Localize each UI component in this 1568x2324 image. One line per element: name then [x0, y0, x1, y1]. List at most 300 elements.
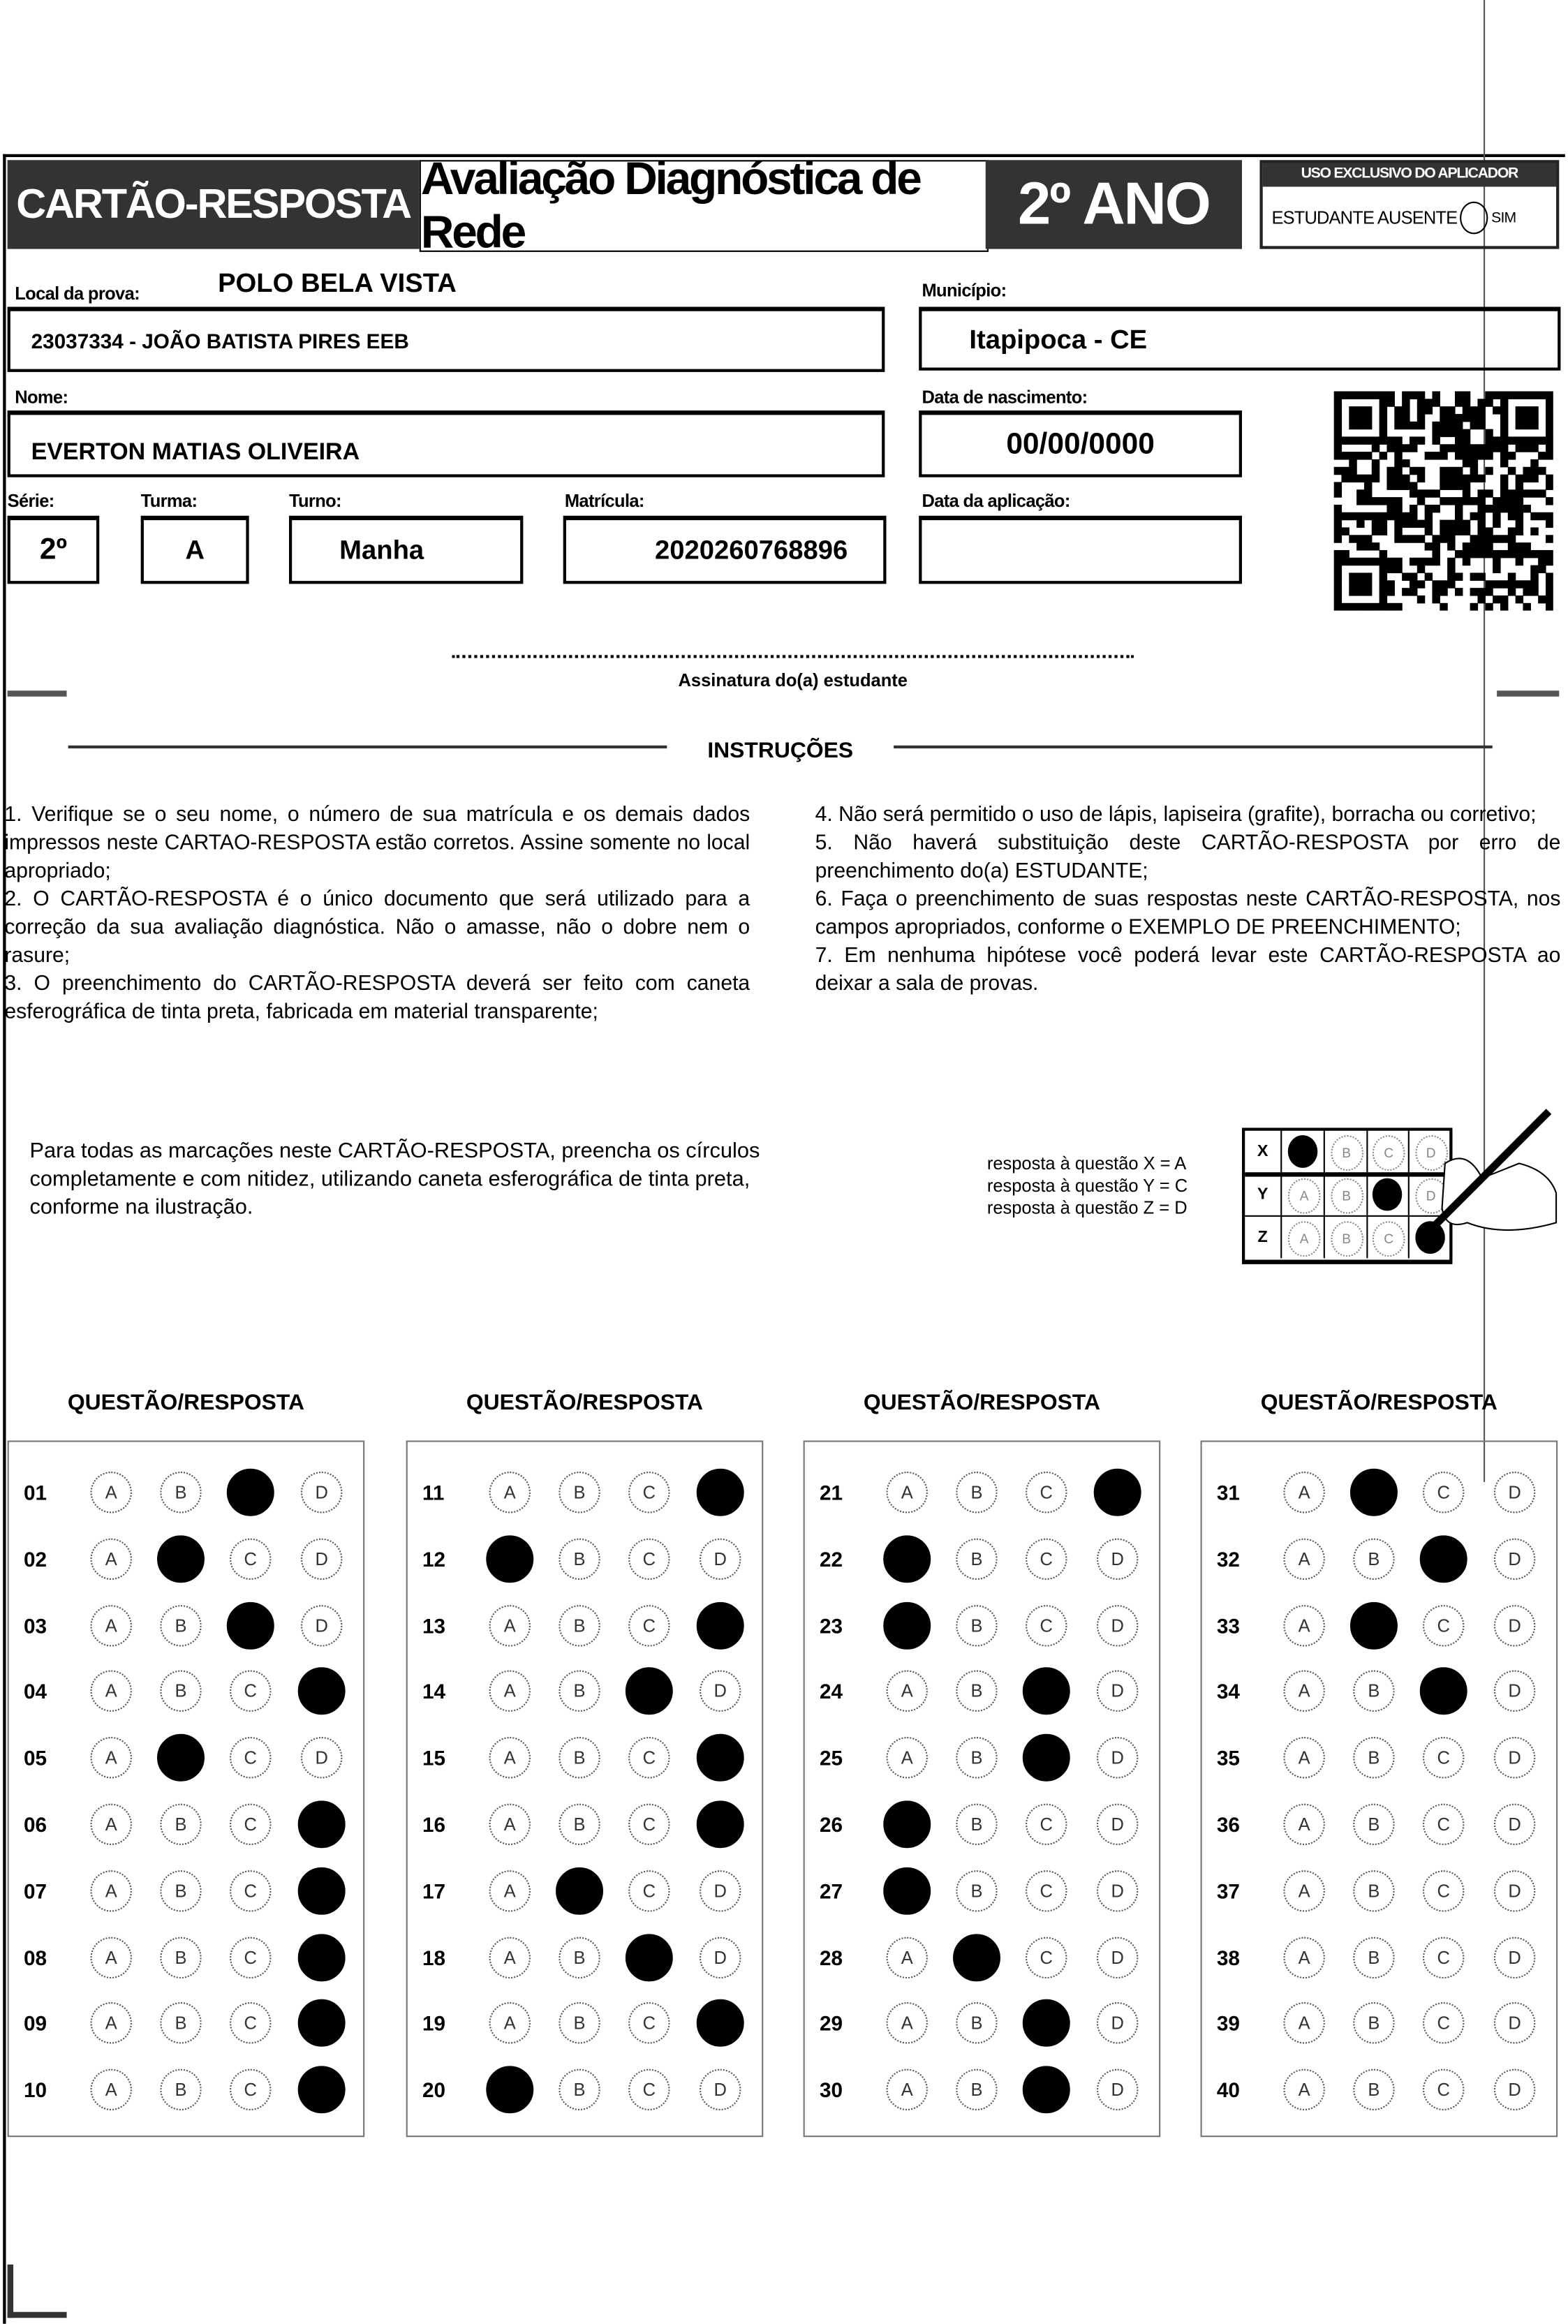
bubble-d[interactable]: D	[1494, 1737, 1535, 1778]
question-number: 15	[422, 1746, 446, 1770]
question-number: 30	[819, 2078, 843, 2102]
bubble-a[interactable]: A	[886, 2003, 927, 2044]
nascimento-label: Data de nascimento:	[922, 387, 1088, 408]
applicator-box	[1259, 160, 1559, 249]
matricula-label: Matrícula:	[564, 490, 644, 512]
aplicacao-field	[919, 516, 1242, 584]
question-number: 28	[819, 1945, 843, 1969]
bubble-b[interactable]: B	[559, 1804, 600, 1845]
bubble-a[interactable]: A	[489, 1604, 531, 1645]
bubble-a[interactable]: A	[886, 2069, 927, 2110]
bubble-c[interactable]: C	[1423, 1604, 1464, 1645]
bubble-c[interactable]: C	[230, 2069, 271, 2110]
bubble-b[interactable]: B	[559, 1937, 600, 1978]
bubble-a[interactable]: A	[90, 1472, 131, 1513]
bubble-c[interactable]: C	[1026, 1937, 1067, 1978]
question-number: 14	[422, 1680, 446, 1704]
bubble-d[interactable]: D	[1494, 1604, 1535, 1645]
bubble-d[interactable]: D	[700, 1870, 741, 1911]
bubble-c[interactable]: C	[230, 1804, 271, 1845]
column-header: QUESTÃO/RESPOSTA	[67, 1390, 304, 1416]
nome-label: Nome:	[15, 387, 68, 408]
absent-checkbox[interactable]	[1460, 202, 1488, 235]
question-number: 11	[422, 1480, 445, 1504]
bubble-c[interactable]: C	[1023, 1734, 1070, 1782]
question-number: 27	[819, 1879, 843, 1903]
question-number: 23	[819, 1613, 843, 1637]
bubble-c[interactable]: C	[628, 1737, 670, 1778]
bubble-c[interactable]: C	[1420, 1535, 1467, 1583]
exam-title: Avaliação Diagnóstica de Rede	[420, 160, 989, 252]
bubble-b[interactable]: B	[956, 1804, 997, 1845]
bubble-d[interactable]: D	[1494, 1804, 1535, 1845]
bubble-a[interactable]: A	[486, 1535, 533, 1583]
divider	[68, 746, 667, 748]
question-row	[1202, 2057, 1558, 2122]
question-number: 07	[23, 1879, 47, 1903]
bubble-c[interactable]: C	[1423, 1804, 1464, 1845]
bubble-c[interactable]: C	[1423, 2003, 1464, 2044]
bubble-d[interactable]: D	[700, 1937, 741, 1978]
bubble-c[interactable]: C	[1026, 1472, 1067, 1513]
bubble-d[interactable]: D	[1097, 1538, 1138, 1579]
example-bubble: D	[1414, 1135, 1447, 1171]
bubble-a[interactable]: A	[1283, 1538, 1324, 1579]
question-number: 35	[1216, 1746, 1240, 1770]
question-number: 29	[819, 2011, 843, 2036]
absent-option: SIM	[1491, 209, 1516, 226]
question-row	[805, 1460, 1160, 1525]
bubble-c[interactable]: C	[1026, 1604, 1067, 1645]
question-number: 21	[819, 1480, 843, 1504]
nascimento-field: 00/00/0000	[919, 410, 1242, 478]
bubble-b[interactable]: B	[1350, 1469, 1398, 1516]
question-number: 26	[819, 1812, 843, 1837]
question-row	[408, 1659, 763, 1724]
bubble-d[interactable]: D	[298, 1800, 346, 1848]
bubble-a[interactable]: A	[886, 1737, 927, 1778]
bubble-b[interactable]: B	[1353, 1937, 1394, 1978]
bubble-c[interactable]: C	[1423, 1870, 1464, 1911]
question-number: 39	[1216, 2011, 1240, 2036]
bubble-b[interactable]: B	[956, 1604, 997, 1645]
card-title: CARTÃO-RESPOSTA	[8, 160, 420, 249]
bubble-b[interactable]: B	[559, 1737, 600, 1778]
bubble-b[interactable]: B	[559, 1671, 600, 1712]
bubble-c[interactable]: C	[1026, 1538, 1067, 1579]
bubble-a[interactable]: A	[489, 1870, 531, 1911]
bubble-a[interactable]: A	[1283, 1737, 1324, 1778]
bubble-a[interactable]: A	[886, 1472, 927, 1513]
bubble-a[interactable]: A	[1283, 2003, 1324, 2044]
column-header: QUESTÃO/RESPOSTA	[1260, 1390, 1497, 1416]
bubble-b[interactable]: B	[160, 1804, 201, 1845]
bubble-b[interactable]: B	[956, 2003, 997, 2044]
signature-label: Assinatura do(a) estudante	[678, 669, 908, 691]
answer-column	[1201, 1440, 1558, 2137]
bubble-a[interactable]: A	[90, 1538, 131, 1579]
bubble-b[interactable]: B	[1353, 2003, 1394, 2044]
bubble-a[interactable]: A	[489, 2003, 531, 2044]
bubble-a[interactable]: A	[90, 1604, 131, 1645]
bubble-d[interactable]: D	[697, 1469, 744, 1516]
bubble-a[interactable]: A	[489, 1671, 531, 1712]
question-number: 09	[23, 2011, 47, 2036]
bubble-d[interactable]: D	[301, 1472, 342, 1513]
bubble-b[interactable]: B	[160, 1671, 201, 1712]
question-number: 24	[819, 1680, 843, 1704]
bubble-c[interactable]: C	[628, 2003, 670, 2044]
signature-line	[452, 655, 1134, 658]
question-row	[408, 1925, 763, 1990]
bubble-a[interactable]: A	[1283, 1804, 1324, 1845]
school-field: 23037334 - JOÃO BATISTA PIRES EEB	[8, 306, 885, 371]
question-number: 25	[819, 1746, 843, 1770]
bubble-a[interactable]: A	[489, 1937, 531, 1978]
question-row	[1202, 1526, 1558, 1591]
question-number: 40	[1216, 2078, 1240, 2102]
bubble-b[interactable]: B	[1353, 1804, 1394, 1845]
bubble-a[interactable]: A	[1283, 2069, 1324, 2110]
bubble-a[interactable]: A	[886, 1937, 927, 1978]
question-number: 04	[23, 1680, 47, 1704]
question-number: 32	[1216, 1546, 1240, 1571]
answer-column	[804, 1440, 1161, 2137]
question-number: 37	[1216, 1879, 1240, 1903]
question-number: 34	[1216, 1680, 1240, 1704]
bubble-a[interactable]: A	[90, 1937, 131, 1978]
question-number: 33	[1216, 1613, 1240, 1637]
bubble-d[interactable]: D	[700, 1671, 741, 1712]
bubble-c[interactable]: C	[230, 1538, 271, 1579]
bubble-b[interactable]: B	[559, 1538, 600, 1579]
bubble-c[interactable]: C	[1423, 1472, 1464, 1513]
answer-column	[8, 1440, 365, 2137]
question-row	[408, 1858, 763, 1923]
bubble-c[interactable]: C	[628, 2069, 670, 2110]
question-number: 38	[1216, 1945, 1240, 1969]
bubble-d[interactable]: D	[301, 1737, 342, 1778]
question-row	[805, 2057, 1160, 2122]
question-number: 06	[23, 1812, 47, 1837]
bubble-c[interactable]: C	[230, 1870, 271, 1911]
question-row	[408, 1725, 763, 1790]
bubble-d[interactable]: D	[1494, 1870, 1535, 1911]
example-bubble: C	[1373, 1135, 1405, 1171]
bubble-b[interactable]: B	[956, 2069, 997, 2110]
bubble-d[interactable]: D	[1494, 1671, 1535, 1712]
question-number: 05	[23, 1746, 47, 1770]
bubble-c[interactable]: C	[1023, 2066, 1070, 2114]
fill-note: Para todas as marcações neste CARTÃO-RESPOSTA, preencha os círculos completamente e com nitidez, utilizando caneta esferográfica de tinta preta, conforme na ilustração.	[29, 1139, 760, 1220]
example-bubble: B	[1330, 1221, 1363, 1257]
instructions-right: 4. Não será permitido o uso de lápis, lapiseira (grafite), borracha ou corretivo; 5. Não haverá substituição deste CARTÃO-RESPOSTA por erro de preenchimento do(a) ESTUDANTE; 6. Faça o preenchimento de suas respostas neste CARTÃO-RESPOSTA, nos campos apropriados, conforme o EXEMPLO DE PREENCHIMENTO; 7. Em nenhuma hipótese você poderá levar este CARTÃO-RESPOSTA ao deixar a sala de provas.	[815, 803, 1561, 996]
question-number: 10	[23, 2078, 47, 2102]
bubble-b[interactable]: B	[956, 1472, 997, 1513]
bubble-a[interactable]: A	[1283, 1671, 1324, 1712]
bubble-c[interactable]: C	[626, 1934, 673, 1981]
question-row	[805, 1991, 1160, 2056]
serie-field: 2º	[8, 516, 100, 584]
bubble-d[interactable]: D	[298, 1867, 346, 1914]
bubble-d[interactable]: D	[301, 1604, 342, 1645]
bubble-d[interactable]: D	[1494, 1937, 1535, 1978]
bubble-b[interactable]: B	[160, 1472, 201, 1513]
bubble-d[interactable]: D	[1097, 1804, 1138, 1845]
column-header: QUESTÃO/RESPOSTA	[466, 1390, 704, 1416]
bubble-d[interactable]: D	[298, 1934, 346, 1981]
example-bubble: C	[1373, 1221, 1405, 1257]
example-bubble	[1373, 1178, 1402, 1211]
bubble-a[interactable]: A	[90, 1737, 131, 1778]
question-row	[408, 1592, 763, 1657]
bubble-c[interactable]: C	[227, 1601, 274, 1649]
bubble-d[interactable]: D	[301, 1538, 342, 1579]
question-row	[1202, 1659, 1558, 1724]
bubble-a[interactable]: A	[883, 1601, 931, 1649]
question-row	[805, 1526, 1160, 1591]
question-row	[1202, 1460, 1558, 1525]
question-number: 20	[422, 2078, 446, 2102]
question-row	[408, 1792, 763, 1857]
bubble-b[interactable]: B	[1353, 1538, 1394, 1579]
bubble-a[interactable]: A	[1283, 1472, 1324, 1513]
corner-mark	[8, 2265, 13, 2318]
question-number: 22	[819, 1546, 843, 1571]
bubble-b[interactable]: B	[556, 1867, 603, 1914]
bubble-a[interactable]: A	[90, 1804, 131, 1845]
question-row	[9, 1592, 364, 1657]
turma-field: A	[141, 516, 249, 584]
bubble-b[interactable]: B	[157, 1535, 205, 1583]
bubble-c[interactable]: C	[230, 1671, 271, 1712]
question-row	[805, 1592, 1160, 1657]
bubble-b[interactable]: B	[956, 1870, 997, 1911]
bubble-a[interactable]: A	[489, 1804, 531, 1845]
question-number: 03	[23, 1613, 47, 1637]
bubble-b[interactable]: B	[160, 2069, 201, 2110]
bubble-c[interactable]: C	[628, 1604, 670, 1645]
grade-title: 2º ANO	[986, 160, 1242, 249]
bubble-a[interactable]: A	[1283, 1937, 1324, 1978]
example-line: resposta à questão Z = D	[986, 1197, 1188, 1219]
aplicacao-label: Data da aplicação:	[922, 490, 1070, 512]
question-row	[408, 1991, 763, 2056]
bubble-d[interactable]: D	[697, 2000, 744, 2048]
bubble-b[interactable]: B	[953, 1934, 1000, 1981]
question-row	[9, 1460, 364, 1525]
instructions-title: INSTRUÇÕES	[707, 738, 854, 764]
question-number: 31	[1216, 1480, 1240, 1504]
bubble-c[interactable]: C	[628, 1538, 670, 1579]
bubble-b[interactable]: B	[1353, 1737, 1394, 1778]
question-number: 12	[422, 1546, 446, 1571]
bubble-d[interactable]: D	[1494, 1472, 1535, 1513]
question-number: 08	[23, 1945, 47, 1969]
bubble-b[interactable]: B	[160, 1937, 201, 1978]
bubble-d[interactable]: D	[1494, 1538, 1535, 1579]
bubble-c[interactable]: C	[1420, 1668, 1467, 1715]
qr-code	[1334, 391, 1553, 610]
bubble-b[interactable]: B	[157, 1734, 205, 1782]
absent-label: ESTUDANTE AUSENTE	[1271, 207, 1458, 228]
bubble-d[interactable]: D	[1097, 2069, 1138, 2110]
bubble-a[interactable]: A	[90, 2003, 131, 2044]
bubble-d[interactable]: D	[697, 1601, 744, 1649]
bubble-c[interactable]: C	[628, 1472, 670, 1513]
example-line: resposta à questão X = A	[986, 1153, 1187, 1174]
bubble-d[interactable]: D	[298, 2066, 346, 2114]
bubble-c[interactable]: C	[1026, 1804, 1067, 1845]
bubble-a[interactable]: A	[90, 1870, 131, 1911]
turma-label: Turma:	[140, 490, 198, 512]
bubble-d[interactable]: D	[298, 2000, 346, 2048]
bubble-d[interactable]: D	[1097, 2003, 1138, 2044]
bubble-b[interactable]: B	[956, 1538, 997, 1579]
bubble-d[interactable]: D	[1494, 2069, 1535, 2110]
bubble-c[interactable]: C	[1026, 1870, 1067, 1911]
bubble-c[interactable]: C	[227, 1469, 274, 1516]
bubble-c[interactable]: C	[1423, 1737, 1464, 1778]
bubble-a[interactable]: A	[489, 1737, 531, 1778]
bubble-d[interactable]: D	[700, 1538, 741, 1579]
turno-label: Turno:	[288, 490, 341, 512]
bubble-d[interactable]: D	[1097, 1604, 1138, 1645]
bubble-a[interactable]: A	[486, 2066, 533, 2114]
serie-label: Série:	[7, 490, 54, 512]
bubble-c[interactable]: C	[628, 1870, 670, 1911]
example-bubble: A	[1288, 1178, 1321, 1214]
question-number: 18	[422, 1945, 446, 1969]
bubble-c[interactable]: C	[628, 1804, 670, 1845]
example-line: resposta à questão Y = C	[986, 1175, 1188, 1197]
local-name: POLO BELA VISTA	[218, 268, 457, 298]
corner-mark	[8, 690, 67, 696]
question-row	[9, 2057, 364, 2122]
bubble-c[interactable]: C	[626, 1668, 673, 1715]
example-question: X	[1245, 1131, 1282, 1172]
question-row	[9, 1925, 364, 1990]
bubble-b[interactable]: B	[1353, 1870, 1394, 1911]
bubble-b[interactable]: B	[559, 1472, 600, 1513]
bubble-a[interactable]: A	[1283, 1870, 1324, 1911]
bubble-b[interactable]: B	[956, 1671, 997, 1712]
example-bubble: B	[1330, 1178, 1363, 1214]
bubble-d[interactable]: D	[1097, 1937, 1138, 1978]
example-question: Y	[1245, 1174, 1282, 1215]
bubble-d[interactable]: D	[697, 1734, 744, 1782]
question-row	[1202, 1858, 1558, 1923]
question-row	[9, 1526, 364, 1591]
bubble-a[interactable]: A	[90, 2069, 131, 2110]
bubble-a[interactable]: A	[1283, 1604, 1324, 1645]
example-bubble: D	[1414, 1178, 1447, 1214]
question-row	[1202, 1792, 1558, 1857]
bubble-b[interactable]: B	[1353, 1671, 1394, 1712]
answer-column	[406, 1440, 764, 2137]
column-header: QUESTÃO/RESPOSTA	[863, 1390, 1100, 1416]
question-number: 19	[422, 2011, 446, 2036]
applicator-title: USO EXCLUSIVO DO APLICADOR	[1263, 163, 1556, 187]
bubble-c[interactable]: C	[1423, 2069, 1464, 2110]
corner-mark	[8, 2312, 67, 2318]
bubble-d[interactable]: D	[1097, 1671, 1138, 1712]
bubble-a[interactable]: A	[883, 1867, 931, 1914]
bubble-b[interactable]: B	[160, 2003, 201, 2044]
question-row	[9, 1991, 364, 2056]
question-row	[805, 1925, 1160, 1990]
hand-pen-illustration	[1400, 1104, 1564, 1252]
bubble-d[interactable]: D	[697, 1800, 744, 1848]
question-row	[9, 1659, 364, 1724]
bubble-a[interactable]: A	[883, 1535, 931, 1583]
example-bubble: B	[1330, 1135, 1363, 1171]
question-row	[1202, 1925, 1558, 1990]
question-row	[1202, 1592, 1558, 1657]
divider	[894, 746, 1493, 748]
question-row	[805, 1792, 1160, 1857]
nome-field: EVERTON MATIAS OLIVEIRA	[8, 410, 885, 478]
bubble-c[interactable]: C	[230, 2003, 271, 2044]
bubble-b[interactable]: B	[160, 1604, 201, 1645]
bubble-c[interactable]: C	[1023, 1668, 1070, 1715]
bubble-b[interactable]: B	[160, 1870, 201, 1911]
bubble-b[interactable]: B	[559, 2069, 600, 2110]
question-row	[805, 1858, 1160, 1923]
example-question: Z	[1245, 1217, 1282, 1258]
question-number: 01	[23, 1480, 47, 1504]
bubble-a[interactable]: A	[489, 1472, 531, 1513]
bubble-b[interactable]: B	[956, 1737, 997, 1778]
bubble-c[interactable]: C	[230, 1937, 271, 1978]
question-number: 13	[422, 1613, 446, 1637]
bubble-d[interactable]: D	[700, 2069, 741, 2110]
question-row	[408, 1460, 763, 1525]
bubble-d[interactable]: D	[1097, 1737, 1138, 1778]
question-row	[9, 1725, 364, 1790]
question-number: 16	[422, 1812, 446, 1837]
bubble-a[interactable]: A	[883, 1800, 931, 1848]
bubble-c[interactable]: C	[230, 1737, 271, 1778]
corner-mark	[1497, 690, 1559, 696]
question-row	[805, 1725, 1160, 1790]
example-bubble: A	[1288, 1221, 1321, 1257]
bubble-b[interactable]: B	[559, 1604, 600, 1645]
municipio-field: Itapipoca - CE	[919, 306, 1560, 370]
bubble-d[interactable]: D	[1097, 1870, 1138, 1911]
bubble-d[interactable]: D	[1094, 1469, 1141, 1516]
matricula-field: 2020260768896	[563, 516, 887, 584]
bubble-c[interactable]: C	[1423, 1937, 1464, 1978]
bubble-d[interactable]: D	[1494, 2003, 1535, 2044]
question-row	[408, 2057, 763, 2122]
example-bubble	[1288, 1135, 1317, 1168]
question-row	[805, 1659, 1160, 1724]
question-number: 02	[23, 1546, 47, 1571]
bubble-d[interactable]: D	[298, 1668, 346, 1715]
turno-field: Manha	[289, 516, 523, 584]
question-number: 36	[1216, 1812, 1240, 1837]
bubble-a[interactable]: A	[886, 1671, 927, 1712]
bubble-a[interactable]: A	[90, 1671, 131, 1712]
example-legend	[987, 1153, 1188, 1220]
question-row	[9, 1792, 364, 1857]
bubble-b[interactable]: B	[559, 2003, 600, 2044]
bubble-c[interactable]: C	[1023, 2000, 1070, 2048]
bubble-b[interactable]: B	[1350, 1601, 1398, 1649]
question-row	[1202, 1991, 1558, 2056]
bubble-b[interactable]: B	[1353, 2069, 1394, 2110]
